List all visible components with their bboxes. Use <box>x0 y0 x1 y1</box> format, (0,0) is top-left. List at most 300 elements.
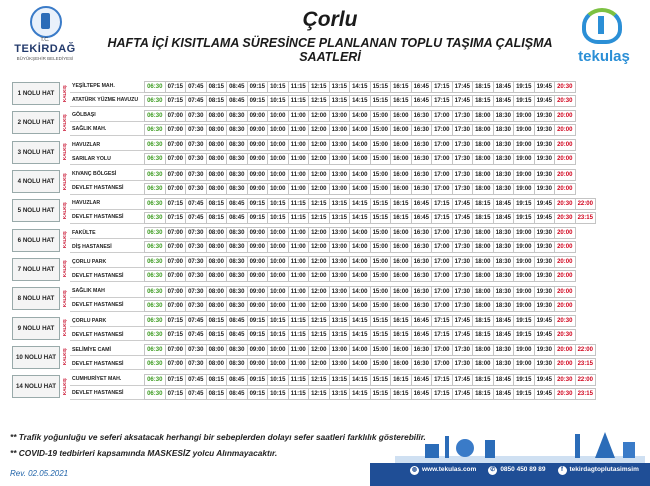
time-cell: 20:00 <box>554 227 576 239</box>
time-cell: 19:00 <box>513 286 535 298</box>
time-cell: 08:30 <box>226 344 248 356</box>
time-cell: 12:00 <box>308 153 330 165</box>
time-cell: 20:00 <box>554 124 576 136</box>
time-cell: 11:00 <box>288 270 310 282</box>
time-cell: 12:15 <box>308 198 330 210</box>
time-cell: 17:30 <box>452 139 474 151</box>
time-cell: 19:45 <box>534 315 556 327</box>
time-cell: 17:45 <box>452 374 474 386</box>
stop-name: SAĞLIK MAH <box>70 286 145 298</box>
time-cell: 14:00 <box>349 139 371 151</box>
time-cell: 18:30 <box>493 139 515 151</box>
time-cell: 17:00 <box>431 270 453 282</box>
time-cell: 17:15 <box>431 374 453 386</box>
time-cell: 17:45 <box>452 315 474 327</box>
time-cell: 07:45 <box>185 329 207 341</box>
time-cell: 06:30 <box>144 344 166 356</box>
time-cell: 08:45 <box>226 81 248 93</box>
time-cell: 19:00 <box>513 139 535 151</box>
time-cell: 17:15 <box>431 95 453 107</box>
route-name: 8 NOLU HAT <box>12 287 60 310</box>
time-cell: 07:45 <box>185 198 207 210</box>
time-cell: 07:00 <box>165 110 187 122</box>
time-cell: 08:30 <box>226 183 248 195</box>
trip-row <box>70 374 596 386</box>
time-cell: 19:30 <box>534 300 556 312</box>
trip-row <box>70 110 576 122</box>
time-cell: 07:30 <box>185 227 207 239</box>
kalkis-label: KALKIŞ <box>62 202 67 220</box>
time-cell: 14:15 <box>349 198 371 210</box>
covid-note: ** COVID-19 tedbirleri kapsamında MASKESİZ yolcu Alınmayacaktır. <box>10 448 278 458</box>
kalkis-label: KALKIŞ <box>62 231 67 249</box>
time-cell: 13:00 <box>329 256 351 268</box>
time-cell: 10:00 <box>267 110 289 122</box>
time-cell: 15:00 <box>370 270 392 282</box>
time-cell: 19:15 <box>513 315 535 327</box>
time-cell: 13:00 <box>329 110 351 122</box>
time-cell: 16:15 <box>390 198 412 210</box>
time-cell: 16:45 <box>411 388 433 400</box>
time-cell: 18:30 <box>493 286 515 298</box>
time-cell: 19:30 <box>534 286 556 298</box>
time-cell: 16:00 <box>390 300 412 312</box>
footer-contacts <box>410 466 639 475</box>
time-cell: 13:15 <box>329 81 351 93</box>
time-cell: 18:15 <box>472 388 494 400</box>
time-cell: 14:15 <box>349 374 371 386</box>
kalkis-label: KALKIŞ <box>62 261 67 278</box>
time-cell: 16:45 <box>411 95 433 107</box>
time-cell: 09:00 <box>247 358 269 370</box>
time-cell: 08:30 <box>226 169 248 181</box>
time-cell: 11:00 <box>288 344 310 356</box>
time-cell: 09:15 <box>247 315 269 327</box>
time-cell: 16:15 <box>390 374 412 386</box>
time-cell: 08:00 <box>206 344 228 356</box>
social-icon: f <box>558 466 567 475</box>
time-cell: 09:00 <box>247 256 269 268</box>
time-cell: 15:00 <box>370 227 392 239</box>
time-cell: 16:30 <box>411 139 433 151</box>
time-cell: 13:00 <box>329 153 351 165</box>
time-cell: 15:00 <box>370 256 392 268</box>
time-cell: 11:00 <box>288 300 310 312</box>
time-cell: 23:15 <box>575 358 597 370</box>
time-cell: 10:00 <box>267 358 289 370</box>
time-cell: 08:30 <box>226 227 248 239</box>
time-cell: 08:00 <box>206 270 228 282</box>
time-cell: 17:30 <box>452 256 474 268</box>
time-cell: 07:45 <box>185 95 207 107</box>
time-cell: 07:00 <box>165 124 187 136</box>
time-cell: 17:30 <box>452 344 474 356</box>
time-cell: 07:15 <box>165 95 187 107</box>
time-cell: 19:30 <box>534 270 556 282</box>
time-cell: 07:30 <box>185 344 207 356</box>
time-cell: 19:30 <box>534 110 556 122</box>
time-cell: 17:30 <box>452 286 474 298</box>
trip-row <box>70 139 576 151</box>
time-cell: 20:30 <box>554 315 576 327</box>
time-cell: 08:30 <box>226 358 248 370</box>
time-cell: 07:00 <box>165 344 187 356</box>
trip-row <box>70 388 596 400</box>
time-cell: 06:30 <box>144 153 166 165</box>
time-cell: 12:00 <box>308 358 330 370</box>
time-cell: 11:15 <box>288 212 310 224</box>
logo-sub: BÜYÜKŞEHİR BELEDİYESİ <box>16 56 74 61</box>
time-cell: 13:15 <box>329 95 351 107</box>
time-cell: 17:30 <box>452 110 474 122</box>
time-cell: 17:00 <box>431 124 453 136</box>
route-block <box>12 284 632 313</box>
time-cell: 11:15 <box>288 329 310 341</box>
time-cell: 09:00 <box>247 124 269 136</box>
time-cell: 17:30 <box>452 358 474 370</box>
time-cell: 14:15 <box>349 329 371 341</box>
time-cell: 19:00 <box>513 227 535 239</box>
time-cell: 19:15 <box>513 198 535 210</box>
time-cell: 09:00 <box>247 227 269 239</box>
route-name: 1 NOLU HAT <box>12 82 60 105</box>
time-cell: 19:30 <box>534 183 556 195</box>
time-cell: 09:00 <box>247 110 269 122</box>
time-cell: 12:00 <box>308 124 330 136</box>
time-cell: 07:45 <box>185 212 207 224</box>
time-cell: 17:00 <box>431 227 453 239</box>
time-cell: 08:15 <box>206 388 228 400</box>
time-cell: 17:30 <box>452 153 474 165</box>
time-cell: 19:45 <box>534 329 556 341</box>
stop-name: DEVLET HASTANESİ <box>70 300 145 312</box>
time-cell: 06:30 <box>144 227 166 239</box>
time-cell: 14:00 <box>349 124 371 136</box>
time-cell: 17:30 <box>452 124 474 136</box>
time-cell: 07:00 <box>165 270 187 282</box>
time-cell: 08:45 <box>226 95 248 107</box>
time-cell: 16:00 <box>390 344 412 356</box>
time-cell: 16:30 <box>411 286 433 298</box>
time-cell: 09:00 <box>247 169 269 181</box>
time-cell: 06:30 <box>144 270 166 282</box>
time-cell: 07:15 <box>165 212 187 224</box>
time-cell: 07:15 <box>165 198 187 210</box>
trip-row <box>70 315 576 327</box>
time-cell: 17:00 <box>431 241 453 253</box>
time-cell: 14:00 <box>349 227 371 239</box>
time-cell: 18:00 <box>472 286 494 298</box>
time-cell: 14:00 <box>349 344 371 356</box>
route-block <box>12 138 632 167</box>
stop-name: FAKÜLTE <box>70 227 145 239</box>
time-cell: 12:00 <box>308 270 330 282</box>
time-cell: 17:30 <box>452 300 474 312</box>
time-cell: 09:00 <box>247 286 269 298</box>
time-cell: 19:15 <box>513 374 535 386</box>
time-cell: 16:45 <box>411 374 433 386</box>
time-cell: 15:00 <box>370 358 392 370</box>
time-cell: 06:30 <box>144 212 166 224</box>
time-cell: 18:30 <box>493 153 515 165</box>
time-cell: 20:00 <box>554 183 576 195</box>
time-cell: 17:00 <box>431 153 453 165</box>
time-cell: 15:00 <box>370 169 392 181</box>
time-cell: 08:00 <box>206 358 228 370</box>
time-cell: 19:30 <box>534 358 556 370</box>
time-cell: 14:15 <box>349 388 371 400</box>
kalkis-label: KALKIŞ <box>62 319 67 337</box>
time-cell: 19:00 <box>513 153 535 165</box>
time-cell: 07:30 <box>185 110 207 122</box>
time-cell: 16:00 <box>390 256 412 268</box>
time-cell: 18:15 <box>472 329 494 341</box>
time-cell: 18:30 <box>493 169 515 181</box>
traffic-note: ** Trafik yoğunluğu ve seferi aksatacak herhangi bir sebeplerden dolayı sefer saatleri farklılık gösterebilir. <box>10 432 426 442</box>
time-cell: 07:30 <box>185 241 207 253</box>
time-cell: 13:00 <box>329 286 351 298</box>
time-cell: 16:30 <box>411 153 433 165</box>
time-cell: 20:30 <box>554 81 576 93</box>
time-cell: 08:30 <box>226 153 248 165</box>
time-cell: 10:00 <box>267 256 289 268</box>
time-cell: 12:00 <box>308 183 330 195</box>
logo-tc: T.C. <box>40 37 50 43</box>
time-cell: 15:00 <box>370 241 392 253</box>
time-cell: 18:30 <box>493 358 515 370</box>
time-cell: 13:00 <box>329 300 351 312</box>
time-cell: 08:15 <box>206 212 228 224</box>
time-cell: 19:45 <box>534 198 556 210</box>
time-cell: 18:45 <box>493 315 515 327</box>
time-cell: 10:00 <box>267 124 289 136</box>
stop-name: DEVLET HASTANESİ <box>70 183 145 195</box>
footer-social[interactable] <box>558 466 639 475</box>
time-cell: 19:00 <box>513 169 535 181</box>
time-cell: 18:30 <box>493 227 515 239</box>
time-cell: 09:15 <box>247 95 269 107</box>
time-cell: 16:00 <box>390 227 412 239</box>
time-cell: 20:00 <box>554 241 576 253</box>
time-cell: 06:30 <box>144 183 166 195</box>
time-cell: 10:00 <box>267 286 289 298</box>
time-cell: 18:45 <box>493 198 515 210</box>
time-cell: 10:00 <box>267 241 289 253</box>
city-skyline-icon <box>395 426 645 464</box>
route-block <box>12 255 632 284</box>
stop-name: ATATÜRK YÜZME HAVUZU <box>70 95 145 107</box>
time-cell: 12:00 <box>308 286 330 298</box>
time-cell: 14:00 <box>349 270 371 282</box>
time-cell: 14:00 <box>349 153 371 165</box>
time-cell: 18:15 <box>472 315 494 327</box>
time-cell: 16:00 <box>390 241 412 253</box>
kalkis-label: KALKIŞ <box>62 85 67 103</box>
trip-row <box>70 81 576 93</box>
time-cell: 15:15 <box>370 198 392 210</box>
time-cell: 13:00 <box>329 358 351 370</box>
time-cell: 18:15 <box>472 95 494 107</box>
kalkis-label: KALKIŞ <box>62 348 67 366</box>
time-cell: 19:45 <box>534 374 556 386</box>
time-cell: 20:00 <box>554 169 576 181</box>
time-cell: 19:30 <box>534 241 556 253</box>
time-cell: 18:00 <box>472 183 494 195</box>
time-cell: 23:15 <box>575 212 597 224</box>
time-cell: 13:15 <box>329 388 351 400</box>
time-cell: 15:00 <box>370 344 392 356</box>
time-cell: 11:15 <box>288 388 310 400</box>
time-cell: 14:00 <box>349 183 371 195</box>
time-cell: 11:00 <box>288 139 310 151</box>
time-cell: 20:00 <box>554 110 576 122</box>
time-cell: 09:15 <box>247 388 269 400</box>
social-text: tekirdagtoplutasimsim <box>569 466 639 473</box>
time-cell: 15:15 <box>370 212 392 224</box>
schedule-table <box>12 79 632 401</box>
time-cell: 20:00 <box>554 300 576 312</box>
time-cell: 19:45 <box>534 388 556 400</box>
time-cell: 19:15 <box>513 95 535 107</box>
time-cell: 09:00 <box>247 183 269 195</box>
time-cell: 15:15 <box>370 329 392 341</box>
trip-row <box>70 300 576 312</box>
time-cell: 08:30 <box>226 300 248 312</box>
time-cell: 12:00 <box>308 169 330 181</box>
time-cell: 17:00 <box>431 110 453 122</box>
time-cell: 18:30 <box>493 256 515 268</box>
time-cell: 12:00 <box>308 344 330 356</box>
time-cell: 20:00 <box>554 344 576 356</box>
time-cell: 09:00 <box>247 153 269 165</box>
trip-row <box>70 256 576 268</box>
time-cell: 11:00 <box>288 169 310 181</box>
time-cell: 18:45 <box>493 81 515 93</box>
trip-row <box>70 212 596 224</box>
time-cell: 19:00 <box>513 256 535 268</box>
trip-row <box>70 286 576 298</box>
time-cell: 08:15 <box>206 329 228 341</box>
stop-name: HAVUZLAR <box>70 198 145 210</box>
time-cell: 17:15 <box>431 329 453 341</box>
time-cell: 16:30 <box>411 169 433 181</box>
time-cell: 10:00 <box>267 344 289 356</box>
time-cell: 13:00 <box>329 227 351 239</box>
time-cell: 14:00 <box>349 286 371 298</box>
route-name: 5 NOLU HAT <box>12 199 60 222</box>
time-cell: 07:30 <box>185 183 207 195</box>
time-cell: 07:00 <box>165 139 187 151</box>
time-cell: 10:15 <box>267 212 289 224</box>
time-cell: 11:00 <box>288 286 310 298</box>
time-cell: 20:30 <box>554 212 576 224</box>
time-cell: 16:15 <box>390 81 412 93</box>
time-cell: 22:00 <box>575 344 597 356</box>
time-cell: 16:00 <box>390 139 412 151</box>
tekulas-wordmark: tekulaş <box>578 48 630 65</box>
time-cell: 16:15 <box>390 388 412 400</box>
revision-date: Rev. 02.05.2021 <box>10 469 69 478</box>
route-block <box>12 108 632 137</box>
time-cell: 16:00 <box>390 358 412 370</box>
time-cell: 19:15 <box>513 329 535 341</box>
time-cell: 18:15 <box>472 81 494 93</box>
time-cell: 07:45 <box>185 81 207 93</box>
time-cell: 07:15 <box>165 81 187 93</box>
time-cell: 15:00 <box>370 139 392 151</box>
time-cell: 11:00 <box>288 256 310 268</box>
stop-name: DEVLET HASTANESİ <box>70 358 145 370</box>
stop-name: DEVLET HASTANESİ <box>70 388 145 400</box>
time-cell: 19:45 <box>534 81 556 93</box>
footer-phone[interactable] <box>488 466 545 475</box>
time-cell: 11:00 <box>288 110 310 122</box>
time-cell: 16:30 <box>411 270 433 282</box>
time-cell: 11:15 <box>288 374 310 386</box>
time-cell: 15:00 <box>370 183 392 195</box>
time-cell: 08:00 <box>206 110 228 122</box>
time-cell: 10:15 <box>267 81 289 93</box>
time-cell: 06:30 <box>144 241 166 253</box>
time-cell: 06:30 <box>144 124 166 136</box>
time-cell: 12:15 <box>308 315 330 327</box>
time-cell: 17:00 <box>431 358 453 370</box>
time-cell: 08:00 <box>206 139 228 151</box>
phone-icon: ✆ <box>490 467 496 473</box>
time-cell: 19:45 <box>534 95 556 107</box>
trip-row <box>70 358 596 370</box>
time-cell: 08:15 <box>206 374 228 386</box>
time-cell: 10:15 <box>267 329 289 341</box>
time-cell: 19:30 <box>534 153 556 165</box>
time-cell: 09:00 <box>247 300 269 312</box>
time-cell: 08:00 <box>206 227 228 239</box>
time-cell: 17:15 <box>431 81 453 93</box>
trip-row <box>70 169 576 181</box>
time-cell: 06:30 <box>144 286 166 298</box>
time-cell: 08:15 <box>206 95 228 107</box>
time-cell: 09:15 <box>247 374 269 386</box>
time-cell: 16:45 <box>411 212 433 224</box>
time-cell: 17:00 <box>431 300 453 312</box>
time-cell: 23:15 <box>575 388 597 400</box>
footer-website[interactable] <box>410 466 476 475</box>
tekulas-mark-icon <box>582 8 622 44</box>
time-cell: 07:30 <box>185 124 207 136</box>
stop-name: DİŞ HASTANESİ <box>70 241 145 253</box>
route-name: 3 NOLU HAT <box>12 141 60 164</box>
time-cell: 07:00 <box>165 286 187 298</box>
time-cell: 07:00 <box>165 183 187 195</box>
route-name: 7 NOLU HAT <box>12 258 60 281</box>
time-cell: 08:00 <box>206 241 228 253</box>
time-cell: 13:15 <box>329 198 351 210</box>
time-cell: 07:15 <box>165 388 187 400</box>
time-cell: 06:30 <box>144 169 166 181</box>
time-cell: 20:30 <box>554 95 576 107</box>
time-cell: 17:45 <box>452 388 474 400</box>
time-cell: 12:00 <box>308 300 330 312</box>
time-cell: 07:00 <box>165 300 187 312</box>
time-cell: 16:00 <box>390 110 412 122</box>
time-cell: 08:30 <box>226 286 248 298</box>
stop-name: SAĞLIK MAH. <box>70 124 145 136</box>
time-cell: 13:00 <box>329 139 351 151</box>
time-cell: 20:00 <box>554 358 576 370</box>
time-cell: 14:15 <box>349 315 371 327</box>
time-cell: 07:00 <box>165 358 187 370</box>
time-cell: 16:00 <box>390 124 412 136</box>
